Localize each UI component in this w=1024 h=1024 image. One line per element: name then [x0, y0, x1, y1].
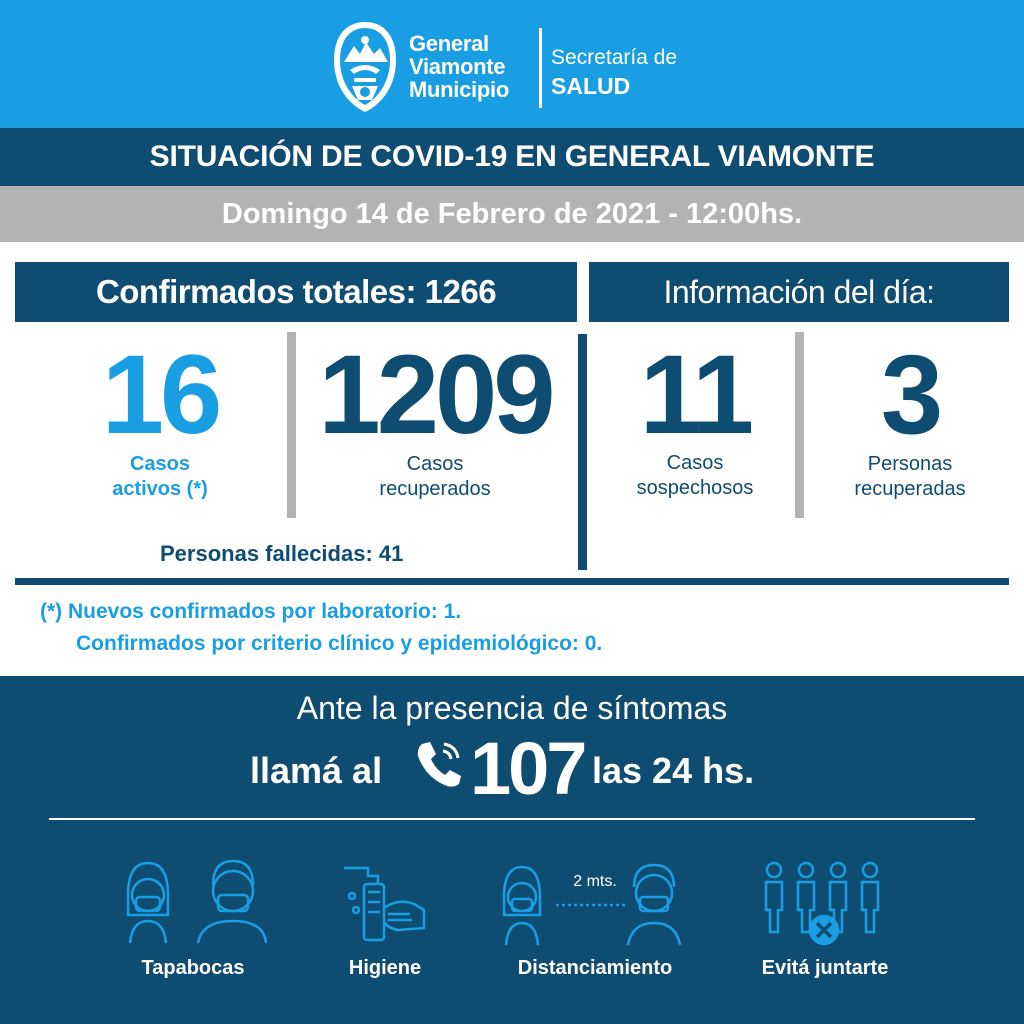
higiene-label: Higiene: [348, 957, 422, 979]
confirmados-totales-heading: Confirmados totales: 1266: [15, 262, 577, 322]
activos-value: 16: [101, 332, 219, 457]
note-criterio-clinico: Confirmados por criterio clínico y epidemiológico: 0.: [76, 632, 603, 655]
personas-recuperadas-value: 3: [880, 332, 940, 457]
hours-text: las 24 hs.: [592, 750, 755, 791]
activos-label: Casos activos (*): [112, 453, 208, 500]
note-laboratorio: (*) Nuevos confirmados por laboratorio: 1.: [40, 600, 462, 623]
evita-juntarte-label: Evitá juntarte: [761, 957, 889, 979]
header-banner: [0, 0, 1024, 128]
distanciamiento-icon: [498, 857, 688, 947]
page-title: SITUACIÓN DE COVID-19 EN GENERAL VIAMONTE: [0, 128, 1024, 186]
tapabocas-label: Tapabocas: [141, 957, 245, 979]
call-row: [250, 727, 790, 810]
stats-bottom-rule: [15, 578, 1009, 585]
llama-al-text: llamá al: [250, 750, 383, 791]
secretaria-label: Secretaría de SALUD: [551, 46, 678, 99]
distance-label: 2 mts.: [573, 873, 617, 890]
informacion-dia-heading: Información del día:: [589, 262, 1009, 322]
separator-navy-middle: [578, 334, 587, 570]
ante-sintomas-text: Ante la presencia de síntomas: [296, 690, 728, 726]
personas-fallecidas: Personas fallecidas: 41: [160, 541, 404, 566]
no-gathering-icon: [762, 860, 884, 950]
recuperados-value: 1209: [318, 332, 552, 457]
municipal-seal-icon: [332, 20, 398, 114]
recuperados-label: Casos recuperados: [379, 453, 491, 500]
handwash-icon: [338, 858, 428, 946]
report-date: Domingo 14 de Febrero de 2021 - 12:00hs.: [0, 186, 1024, 242]
salud-label: SALUD: [551, 73, 631, 99]
logo-wordmark: General Viamonte Municipio: [409, 31, 509, 102]
contact-divider: [49, 818, 975, 820]
phone-number: 107: [470, 727, 585, 810]
phone-icon: [414, 738, 464, 790]
tapabocas-icon: [118, 855, 268, 945]
personas-recuperadas-label: Personas recuperadas: [854, 453, 966, 500]
separator-gray-1: [287, 332, 296, 518]
logo-separator: [539, 28, 542, 108]
separator-gray-2: [795, 332, 804, 518]
sospechosos-label: Casos sospechosos: [636, 452, 754, 499]
distanciamiento-label: Distanciamiento: [517, 957, 673, 979]
sospechosos-value: 11: [639, 332, 751, 457]
